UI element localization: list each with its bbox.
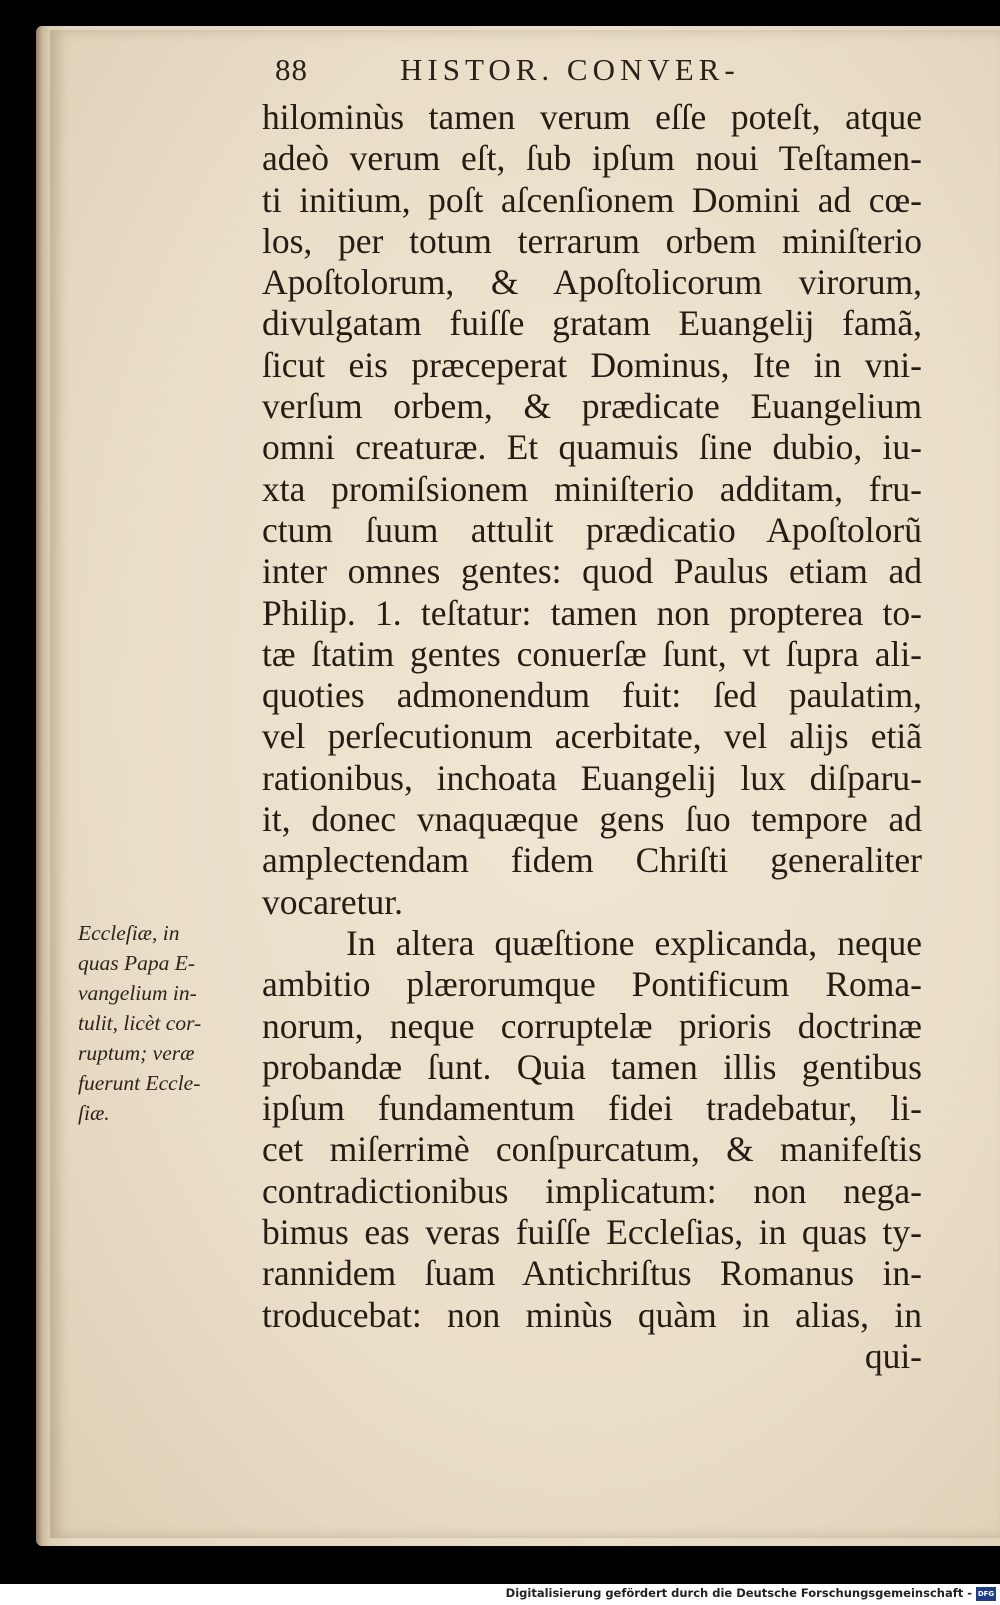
digitization-credit: Digitalisierung gefördert durch die Deutsche Forschungsgemeinschaft - <box>505 1586 972 1600</box>
paragraph-start-line: In altera quæſtione explicanda, neque <box>346 922 922 963</box>
text-line: probandæ ſunt. Quia tamen illis gentibus <box>262 1046 922 1087</box>
text-line: inter omnes gentes: quod Paulus etiam ad <box>262 551 922 592</box>
text-line: ti initium, poſt aſcenſionem Domini ad cœ- <box>262 179 922 220</box>
marginal-note-line: ſiæ. <box>78 1101 110 1125</box>
text-line: ambitio plærorumque Pontificum Roma- <box>262 964 922 1005</box>
text-line: divulgatam fuiſſe gratam Euangelij famã, <box>262 303 922 344</box>
text-line: omni creaturæ. Et quamuis ſine dubio, iu- <box>262 427 922 468</box>
dfg-logo-icon: DFG <box>976 1587 996 1601</box>
text-line: verſum orbem, & prædicate Euangelium <box>262 386 922 427</box>
text-line: vel perſecutionum acerbitate, vel alijs etiã <box>262 716 922 757</box>
marginal-note-line: Eccleſiæ, in <box>78 921 180 945</box>
text-line: ctum ſuum attulit prædicatio Apoſtolorũ <box>262 509 922 550</box>
text-line: Philip. 1. teſtatur: tamen non propterea to- <box>262 592 922 633</box>
text-line: ipſum fundamentum fidei tradebatur, li- <box>262 1088 922 1129</box>
text-line: rationibus, inchoata Euangelij lux diſparu- <box>262 757 922 798</box>
marginal-note <box>78 918 238 1128</box>
page-header <box>270 52 930 102</box>
marginal-note-line: tulit, licèt cor- <box>78 1011 202 1035</box>
text-line: hilominùs tamen verum eſſe poteſt, atque <box>262 97 922 137</box>
text-line: Apoſtolorum, & Apoſtolicorum virorum, <box>262 262 922 303</box>
marginal-note-line: vangelium in- <box>78 981 197 1005</box>
text-line: rannidem ſuam Antichriſtus Romanus in- <box>262 1253 922 1294</box>
text-line: cet miſerrimè conſpurcatum, & manifeſtis <box>262 1129 922 1170</box>
catchword: qui- <box>864 1335 922 1376</box>
text-line: amplectendam fidem Chriſti generaliter <box>262 840 922 881</box>
text-line: quoties admonendum fuit: ſed paulatim, <box>262 675 922 716</box>
marginal-note-line: fuerunt Eccle- <box>78 1071 201 1095</box>
running-title: HISTOR. CONVER- <box>400 52 740 87</box>
text-line: tæ ſtatim gentes conuerſæ ſunt, vt ſupra ali- <box>262 633 922 674</box>
text-line: bimus eas veras fuiſſe Eccleſias, in quas ty- <box>262 1212 922 1253</box>
text-line: vocaretur. <box>262 881 403 922</box>
text-line: contradictionibus implicatum: non nega- <box>262 1170 922 1211</box>
main-text-block <box>262 97 922 1377</box>
marginal-note-line: quas Papa E- <box>78 951 196 975</box>
text-line: xta promiſsionem miniſterio additam, fru- <box>262 468 922 509</box>
text-line: troducebat: non minùs quàm in alias, in <box>262 1294 922 1335</box>
marginal-note-line: ruptum; veræ <box>78 1041 195 1065</box>
page-number: 88 <box>275 52 308 87</box>
text-line: it, donec vnaquæque gens ſuo tempore ad <box>262 799 922 840</box>
text-line: adeò verum eſt, ſub ipſum noui Teſtamen- <box>262 138 922 179</box>
text-line: los, per totum terrarum orbem miniſterio <box>262 220 922 261</box>
text-line: norum, neque corruptelæ prioris doctrinæ <box>262 1005 922 1046</box>
text-line: ſicut eis præceperat Dominus, Ite in vni- <box>262 344 922 385</box>
